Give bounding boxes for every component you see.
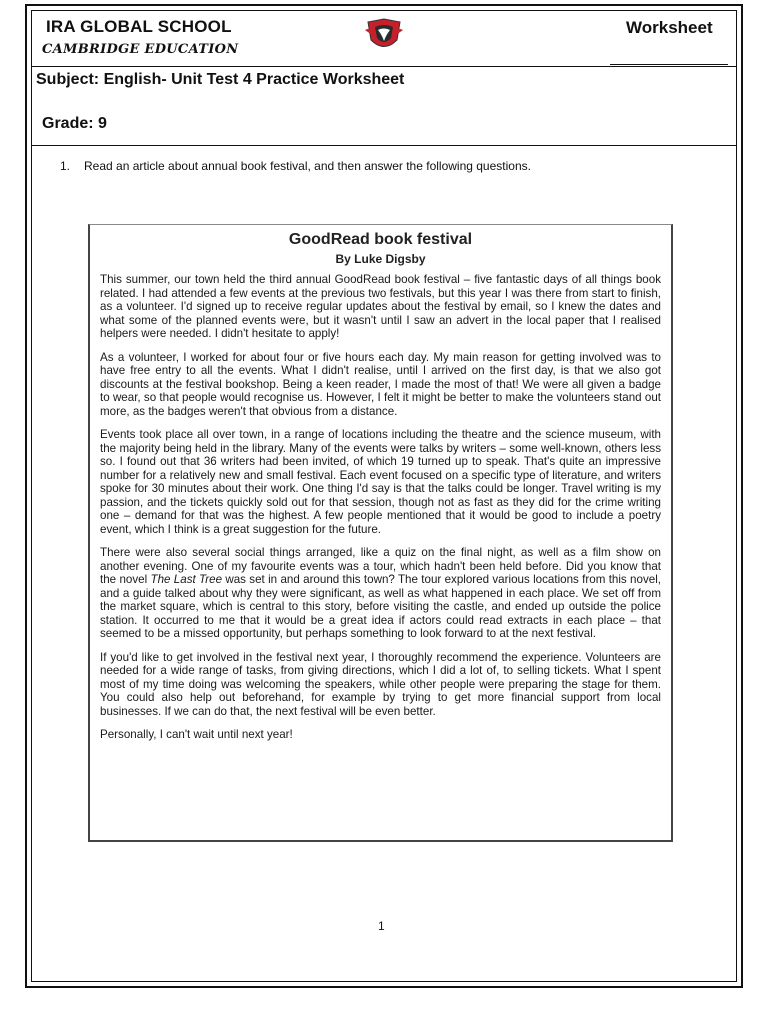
header-divider [32,66,736,67]
article-paragraph-3: Events took place all over town, in a range of locations including the theatre and the science museum, with the majority being held in the library. Many of the events were talks by writers – some well-known, others less so. I found out that 36 writers had been invited, of which 19 turned up to speak. That's quite an impressive number for a relatively new and small festival. Each event focused on a specific type of literature, and writers spoke for 30 minutes about their work. One thing I'd say is that the talks could be longer. Travel writing is my passion, and the tickets quickly sold out for that session, though not as fast as they did for the crime writing one – demand for that was the highest. A few people mentioned that it would be good to include a poetry event, which I think is a great suggestion for the future. [100,428,661,536]
school-subtitle: CAMBRIDGE EDUCATION [42,42,239,57]
page-number: 1 [378,919,385,933]
novel-title: The Last Tree [150,573,223,586]
article-paragraph-1: This summer, our town held the third annual GoodRead book festival – five fantastic days of all things book related. I had attended a few events at the previous two festivals, but this year I was there from start to finish, as a volunteer. I'd signed up to receive regular updates about the festival by email, so I knew the dates and what some of the planned events were, but it wasn't until I saw an advert in the local paper that I realised helpers were needed. I didn't hesitate to apply! [100,273,661,340]
article-paragraph-5: If you'd like to get involved in the festival next year, I thoroughly recommend the experience. Volunteers are needed for a wide range of tasks, from giving directions, which I did a lot of, to selling tickets. What I spent most of my time doing was welcoming the speakers, while other people were preparing the stage for them. You could also help out beforehand, for example by trying to get more financial support from local businesses. If we can do that, the next festival will be even better. [100,650,661,718]
article-box [88,224,673,842]
grade-heading: Grade: 9 [42,115,107,132]
name-blank-line [610,64,728,65]
school-crest-icon [364,18,404,54]
question-number: 1. [60,159,71,173]
question-1 [60,159,531,173]
subject-heading: Subject: English- Unit Test 4 Practice Worksheet [36,71,405,88]
paragraph-4-end: was set in and around this town? The tour explored various locations from this novel, and a guide talked about why they were significant, as well as what happened in each place. We set off from the market square, which is central to this story, before visiting the castle, and ended up outside the police station. It occurred to me that it would be a great idea if actors could read extracts in each place – that seemed to be a missed opportunity, but perhaps something to look forward to at the next festival. [100,573,661,640]
paragraph-4-start: There were also several social things arranged, like a quiz on the final night, as well as a film show on another evening. One of my favourite events was a tour, which hadn't been held before. Did you know that the novel [100,546,661,586]
school-name: IRA GLOBAL SCHOOL [46,17,232,36]
article-paragraph-4 [100,546,661,641]
article-paragraph-6: Personally, I can't wait until next year! [100,728,293,741]
article-title: GoodRead book festival [288,231,473,248]
article-paragraph-2: As a volunteer, I worked for about four or five hours each day. My main reason for getting involved was to have free entry to all the events. What I didn't realise, until I arrived on the first day, is that we also got discounts at the festival bookshop. Being a keen reader, I made the most of that! We were all given a badge to wear, so that people would recognise us. However, I felt it might be better to make the volunteers stand out more, as the badges weren't that obvious from a distance. [100,350,661,418]
question-text: Read an article about annual book festival, and then answer the following questions. [84,159,531,173]
worksheet-label: Worksheet [626,18,713,37]
article-byline: By Luke Digsby [335,252,426,266]
grade-divider [32,145,736,146]
